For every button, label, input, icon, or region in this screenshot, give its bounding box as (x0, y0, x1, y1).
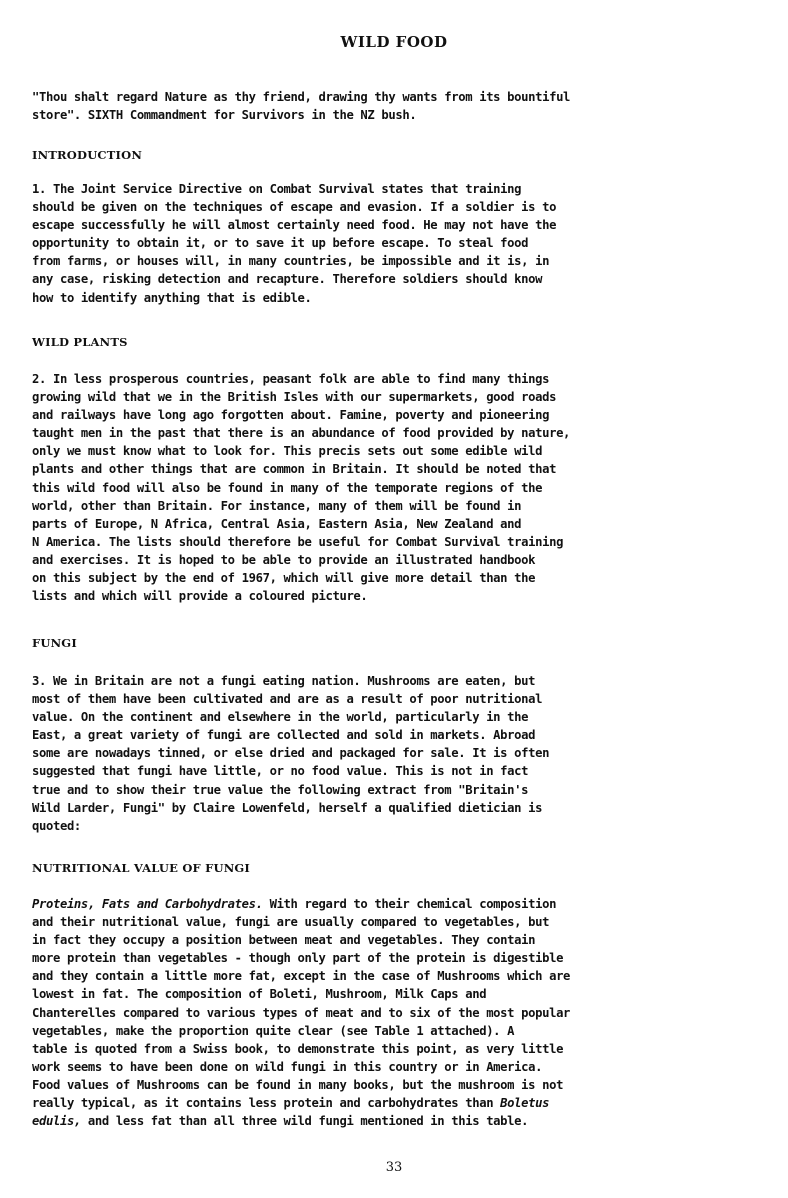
text-line: world, other than Britain. For instance, many of them will be found in (32, 498, 522, 513)
text-run: and less fat than all three wild fungi mentioned in this table. (80, 1114, 529, 1129)
text-line: how to identify anything that is edible. (32, 290, 312, 305)
paragraph-wild-plants (32, 370, 762, 605)
text-line: plants and other things that are common in Britain. It should be noted that (32, 462, 557, 477)
text-line: Chanterelles compared to various types of meat and to six of the most popular (32, 1005, 571, 1020)
text-line (32, 895, 762, 913)
text-line: N America. The lists should therefore be useful for Combat Survival training (32, 534, 564, 549)
text-line: only we must know what to look for. This precis sets out some edible wild (32, 444, 543, 459)
text-line: any case, risking detection and recapture. Therefore soldiers should know (32, 272, 543, 287)
section-heading-introduction: INTRODUCTION (32, 148, 143, 162)
quote-line: store". SIXTH Commandment for Survivors in the NZ bush. (32, 108, 417, 123)
text-line: Food values of Mushrooms can be found in many books, but the mushroom is not (32, 1077, 564, 1092)
text-line: table is quoted from a Swiss book, to demonstrate this point, as very little (32, 1041, 564, 1056)
italic-species-name: edulis, (32, 1114, 81, 1129)
text-line: most of them have been cultivated and are as a result of poor nutritional (32, 692, 543, 707)
text-line: and exercises. It is hoped to be able to provide an illustrated handbook (32, 552, 536, 567)
text-line: value. On the continent and elsewhere in the world, particularly in the (32, 710, 529, 725)
section-heading-fungi: FUNGI (32, 636, 77, 650)
paragraph-introduction (32, 180, 762, 307)
text-line: East, a great variety of fungi are collected and sold in markets. Abroad (32, 728, 536, 743)
text-line: 3. We in Britain are not a fungi eating nation. Mushrooms are eaten, but (32, 674, 536, 688)
paragraph-nutritional-value (32, 895, 762, 1130)
epigraph-quote (32, 88, 762, 124)
text-line (32, 1094, 762, 1112)
text-line: and their nutritional value, fungi are usually compared to vegetables, but (32, 915, 550, 930)
text-line (32, 1112, 762, 1130)
text-line: this wild food will also be found in many of the temporate regions of the (32, 480, 543, 495)
text-line: lowest in fat. The composition of Boleti, Mushroom, Milk Caps and (32, 987, 487, 1002)
text-line: work seems to have been done on wild fungi in this country or in America. (32, 1059, 543, 1074)
text-line: on this subject by the end of 1967, which will give more detail than the (32, 571, 536, 586)
text-line: opportunity to obtain it, or to save it up before escape. To steal food (32, 236, 529, 251)
paragraph-fungi (32, 672, 762, 835)
text-line: true and to show their true value the following extract from "Britain's (32, 782, 529, 797)
text-line: in fact they occupy a position between meat and vegetables. They contain (32, 933, 536, 948)
page-number: 33 (385, 1160, 403, 1175)
section-heading-nutritional-value: NUTRITIONAL VALUE OF FUNGI (32, 861, 251, 875)
text-line: and railways have long ago forgotten about. Famine, poverty and pioneering (32, 408, 550, 423)
page-title: WILD FOOD (340, 33, 448, 51)
text-line: Wild Larder, Fungi" by Claire Lowenfeld, herself a qualified dietician is (32, 800, 543, 815)
text-line: taught men in the past that there is an abundance of food provided by nature, (32, 426, 571, 441)
text-line: quoted: (32, 818, 81, 833)
text-line: 2. In less prosperous countries, peasant folk are able to find many things (32, 372, 550, 386)
text-line: more protein than vegetables - though only part of the protein is digestible (32, 951, 564, 966)
text-line: should be given on the techniques of escape and evasion. If a soldier is to (32, 200, 557, 215)
text-line: growing wild that we in the British Isles with our supermarkets, good roads (32, 390, 557, 405)
text-line: 1. The Joint Service Directive on Combat Survival states that training (32, 182, 522, 196)
section-heading-wild-plants: WILD PLANTS (32, 335, 128, 349)
italic-subheading: Proteins, Fats and Carbohydrates. (32, 897, 263, 911)
italic-species-name: Boletus (500, 1096, 550, 1111)
text-run: With regard to their chemical composition (262, 897, 557, 911)
text-line: suggested that fungi have little, or no food value. This is not in fact (32, 764, 529, 779)
text-line: parts of Europe, N Africa, Central Asia, Eastern Asia, New Zealand and (32, 516, 522, 531)
text-line: some are nowadays tinned, or else dried and packaged for sale. It is often (32, 746, 550, 761)
text-run: really typical, as it contains less protein and carbohydrates than (32, 1096, 501, 1111)
quote-line: "Thou shalt regard Nature as thy friend, drawing thy wants from its bountiful (32, 90, 571, 104)
text-line: and they contain a little more fat, except in the case of Mushrooms which are (32, 969, 571, 984)
text-line: lists and which will provide a coloured picture. (32, 589, 368, 604)
text-line: from farms, or houses will, in many countries, be impossible and it is, in (32, 254, 550, 269)
text-line: vegetables, make the proportion quite clear (see Table 1 attached). A (32, 1023, 515, 1038)
text-line: escape successfully he will almost certainly need food. He may not have the (32, 218, 557, 233)
